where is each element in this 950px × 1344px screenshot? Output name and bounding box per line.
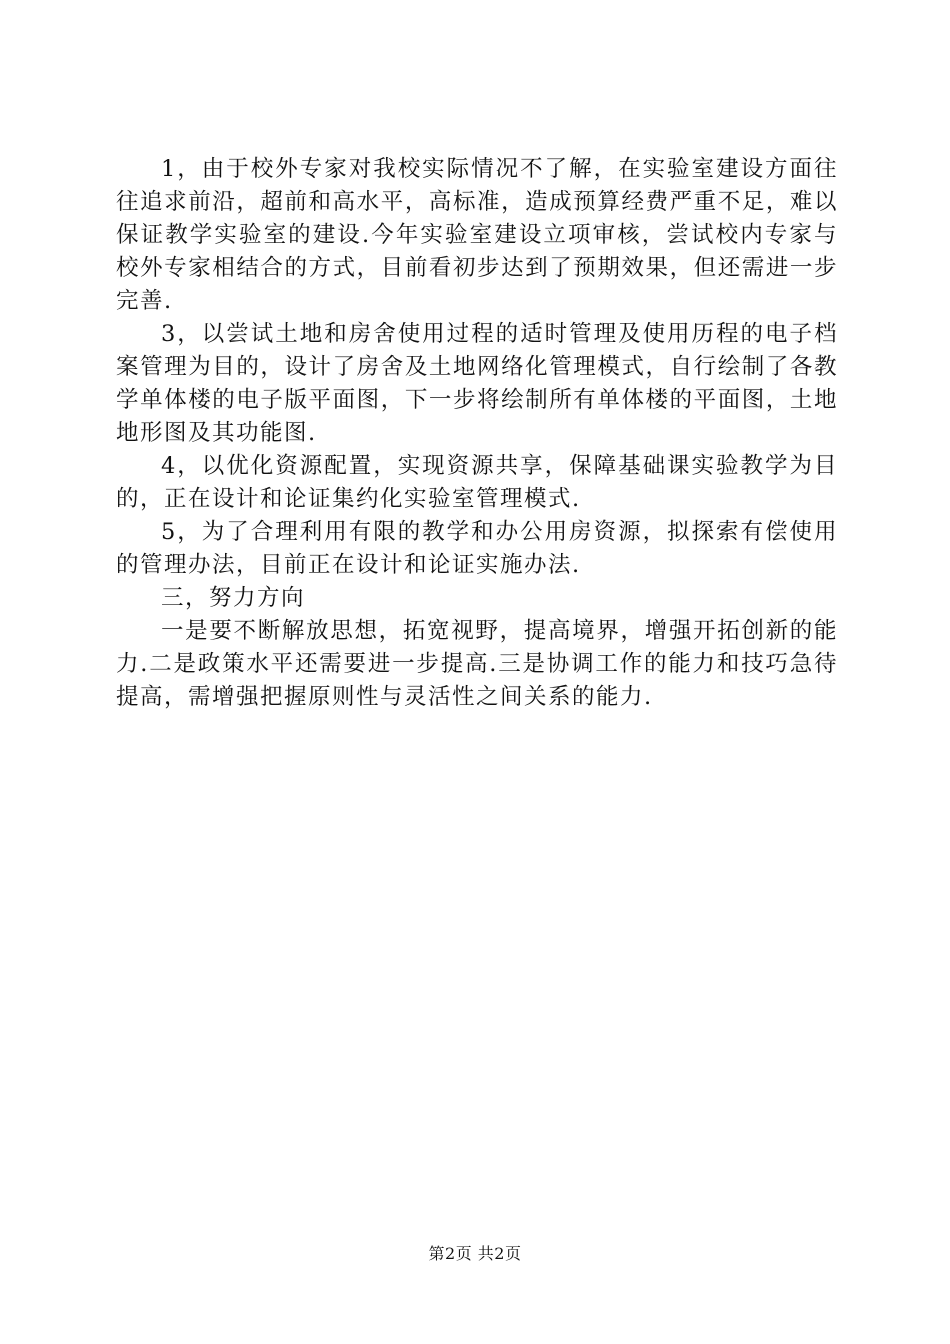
paragraph-item-4: 4，以优化资源配置，实现资源共享，保障基础课实验教学为目的，正在设计和论证集约化实验室管理模式.: [116, 453, 838, 512]
page-footer: [0, 1243, 950, 1265]
document-body: [116, 153, 838, 714]
paragraph-item-5: 5，为了合理利用有限的教学和办公用房资源，拟探索有偿使用的管理办法，目前正在设计和论证实施办法.: [116, 519, 838, 578]
page-number-label: 第2页 共2页: [428, 1244, 522, 1263]
paragraph-item-3: 3，以尝试土地和房舍使用过程的适时管理及使用历程的电子档案管理为目的，设计了房舍及土地网络化管理模式，自行绘制了各教学单体楼的电子版平面图，下一步将绘制所有单体楼的平面图，土地地形图及其功能图.: [116, 321, 838, 446]
section-heading: 三，努力方向: [161, 585, 306, 611]
closing-paragraph: 一是要不断解放思想，拓宽视野，提高境界，增强开拓创新的能力.二是政策水平还需要进一步提高.三是协调工作的能力和技巧急待提高，需增强把握原则性与灵活性之间关系的能力.: [116, 618, 838, 710]
paragraph-item-1: 1，由于校外专家对我校实际情况不了解，在实验室建设方面往往追求前沿，超前和高水平，高标准，造成预算经费严重不足，难以保证教学实验室的建设.今年实验室建设立项审核，尝试校内专家与校外专家相结合的方式，目前看初步达到了预期效果，但还需进一步完善.: [116, 156, 838, 314]
